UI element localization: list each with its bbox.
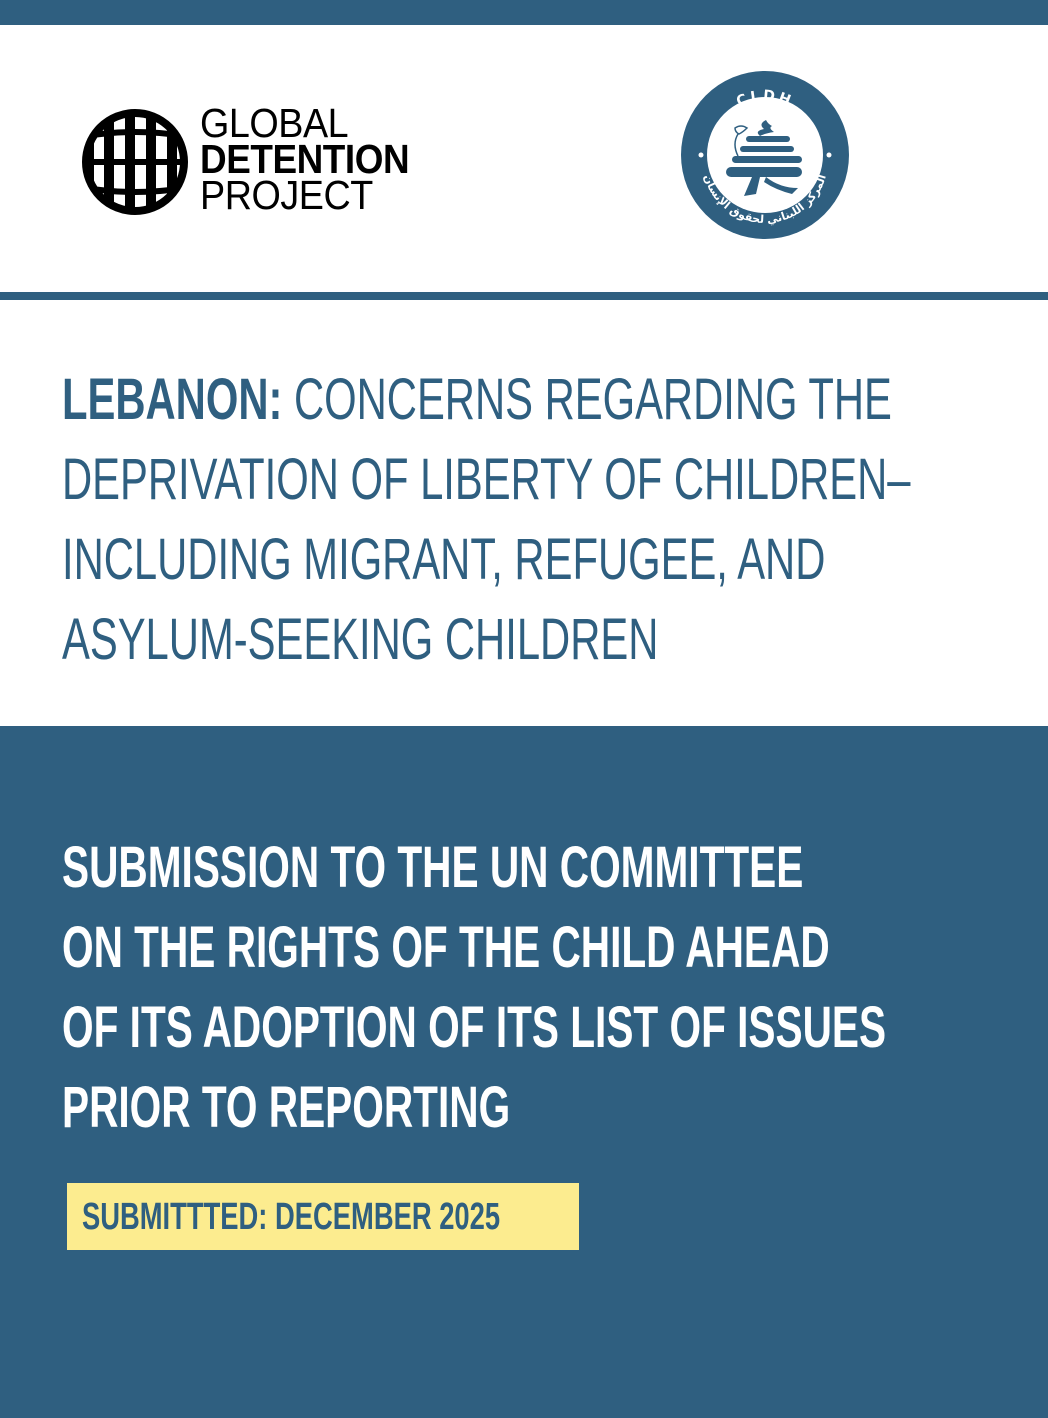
- gdp-wordmark-detention: DETENTION: [200, 136, 410, 182]
- gdp-wordmark-project: PROJECT: [200, 172, 373, 218]
- cldh-arabic-name: المركز اللبناني لحقوق الإنسان: [701, 172, 829, 227]
- title-line-1: [62, 360, 892, 440]
- title-country: LEBANON:: [62, 367, 283, 432]
- cedar-dove-emblem-icon: [680, 70, 850, 240]
- submission-heading-line: PRIOR TO REPORTING: [62, 1075, 511, 1140]
- section-divider-bar: [0, 292, 1048, 300]
- submitted-date-text: SUBMITTTED: DECEMBER 2025: [82, 1196, 501, 1238]
- title-line-2: DEPRIVATION OF LIBERTY OF CHILDREN–: [62, 447, 911, 512]
- title-line-4: ASYLUM-SEEKING CHILDREN: [62, 607, 659, 672]
- submission-heading: [62, 828, 1042, 1148]
- globe-bars-icon: [80, 107, 190, 217]
- title-line-1-rest: CONCERNS REGARDING THE: [282, 367, 892, 432]
- cldh-logo: [680, 70, 850, 240]
- title-line-3: INCLUDING MIGRANT, REFUGEE, AND: [62, 527, 826, 592]
- submission-heading-line: OF ITS ADOPTION OF ITS LIST OF ISSUES: [62, 995, 887, 1060]
- global-detention-project-logo: [80, 100, 460, 220]
- gdp-wordmark-global: GLOBAL: [200, 100, 349, 146]
- report-title: [62, 360, 1012, 680]
- top-accent-bar: [0, 0, 1048, 25]
- submission-heading-line: SUBMISSION TO THE UN COMMITTEE: [62, 835, 804, 900]
- submitted-date-badge: [67, 1183, 579, 1250]
- cldh-acronym: CLDH: [734, 87, 796, 110]
- submission-heading-line: ON THE RIGHTS OF THE CHILD AHEAD: [62, 915, 830, 980]
- gdp-wordmark: [200, 100, 470, 218]
